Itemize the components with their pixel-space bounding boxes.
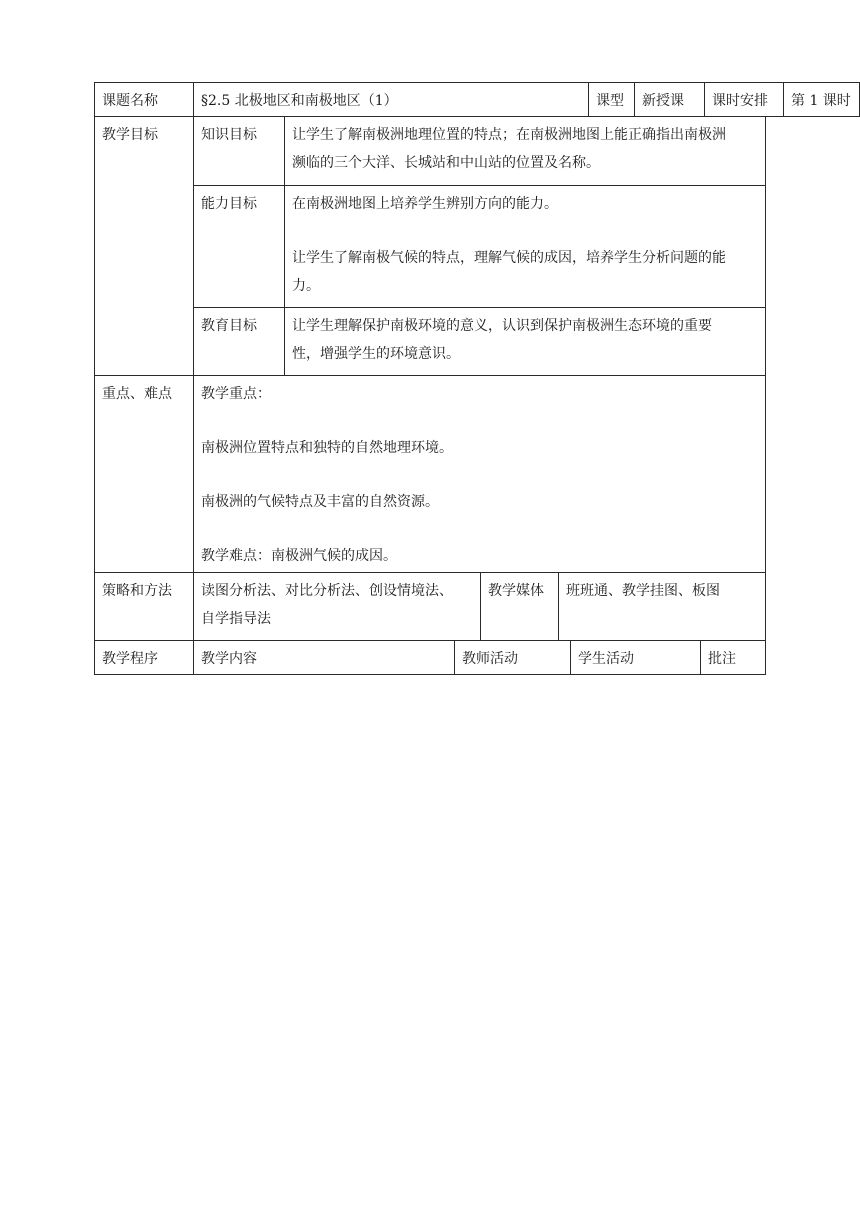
topic-label-cell [94, 82, 194, 117]
schedule-value-cell [783, 82, 860, 117]
topic-label: 课题名称 [102, 93, 158, 109]
objectives-label-cell [94, 116, 194, 376]
education-goal-label: 教育目标 [201, 318, 257, 334]
procedure-header: 教学程序 [102, 651, 158, 667]
ability-goal-text-cell [284, 185, 766, 308]
knowledge-goal-line: 濒临的三个大洋、长城站和中山站的位置及名称。 [292, 155, 600, 171]
schedule-value: 第 1 课时 [791, 93, 851, 109]
strategy-label: 策略和方法 [102, 583, 172, 599]
key-points-line: 教学难点：南极洲气候的成因。 [201, 548, 397, 564]
education-goal-text-cell [284, 307, 766, 376]
education-goal-line: 性，增强学生的环境意识。 [292, 346, 460, 362]
knowledge-goal-line: 让学生了解南极洲地理位置的特点；在南极洲地图上能正确指出南极洲 [292, 127, 726, 143]
lesson-type-value: 新授课 [642, 93, 684, 109]
strategy-line: 读图分析法、对比分析法、创设情境法、 [201, 583, 453, 599]
objectives-label: 教学目标 [102, 127, 158, 143]
topic-value-cell [193, 82, 589, 117]
media-label-cell [480, 572, 559, 641]
strategy-line: 自学指导法 [201, 611, 271, 627]
notes-header: 批注 [708, 651, 736, 667]
schedule-label: 课时安排 [712, 93, 768, 109]
ability-goal-line: 力。 [292, 278, 320, 294]
lesson-type-label: 课型 [596, 93, 624, 109]
procedure-header-cell [94, 640, 194, 675]
key-points-line: 南极洲的气候特点及丰富的自然资源。 [201, 494, 439, 510]
knowledge-goal-label: 知识目标 [201, 127, 257, 143]
strategy-text-cell [193, 572, 481, 641]
key-points-text-cell [193, 375, 766, 573]
student-activity-header-cell [570, 640, 701, 675]
content-header: 教学内容 [201, 651, 257, 667]
teacher-activity-header-cell [454, 640, 571, 675]
topic-value: §2.5 北极地区和南极地区（1） [201, 93, 398, 109]
lesson-type-label-cell [588, 82, 635, 117]
education-goal-line: 让学生理解保护南极环境的意义，认识到保护南极洲生态环境的重要 [292, 318, 712, 334]
key-points-line: 教学重点： [201, 386, 271, 402]
media-value: 班班通、教学挂图、板图 [566, 583, 720, 599]
notes-header-cell [700, 640, 766, 675]
ability-goal-label-cell [193, 185, 285, 308]
knowledge-goal-text-cell [284, 116, 766, 186]
content-header-cell [193, 640, 455, 675]
key-points-line: 南极洲位置特点和独特的自然地理环境。 [201, 440, 453, 456]
key-points-label: 重点、难点 [102, 386, 172, 402]
lesson-plan-table [94, 82, 851, 675]
ability-goal-label: 能力目标 [201, 196, 257, 212]
key-points-label-cell [94, 375, 194, 573]
strategy-label-cell [94, 572, 194, 641]
knowledge-goal-label-cell [193, 116, 285, 186]
student-activity-header: 学生活动 [578, 651, 634, 667]
ability-goal-line: 在南极洲地图上培养学生辨别方向的能力。 [292, 196, 558, 212]
schedule-label-cell [704, 82, 784, 117]
ability-goal-line: 让学生了解南极气候的特点，理解气候的成因，培养学生分析问题的能 [292, 250, 726, 266]
media-value-cell [558, 572, 766, 641]
lesson-type-value-cell [634, 82, 705, 117]
education-goal-label-cell [193, 307, 285, 376]
teacher-activity-header: 教师活动 [462, 651, 518, 667]
media-label: 教学媒体 [488, 583, 544, 599]
